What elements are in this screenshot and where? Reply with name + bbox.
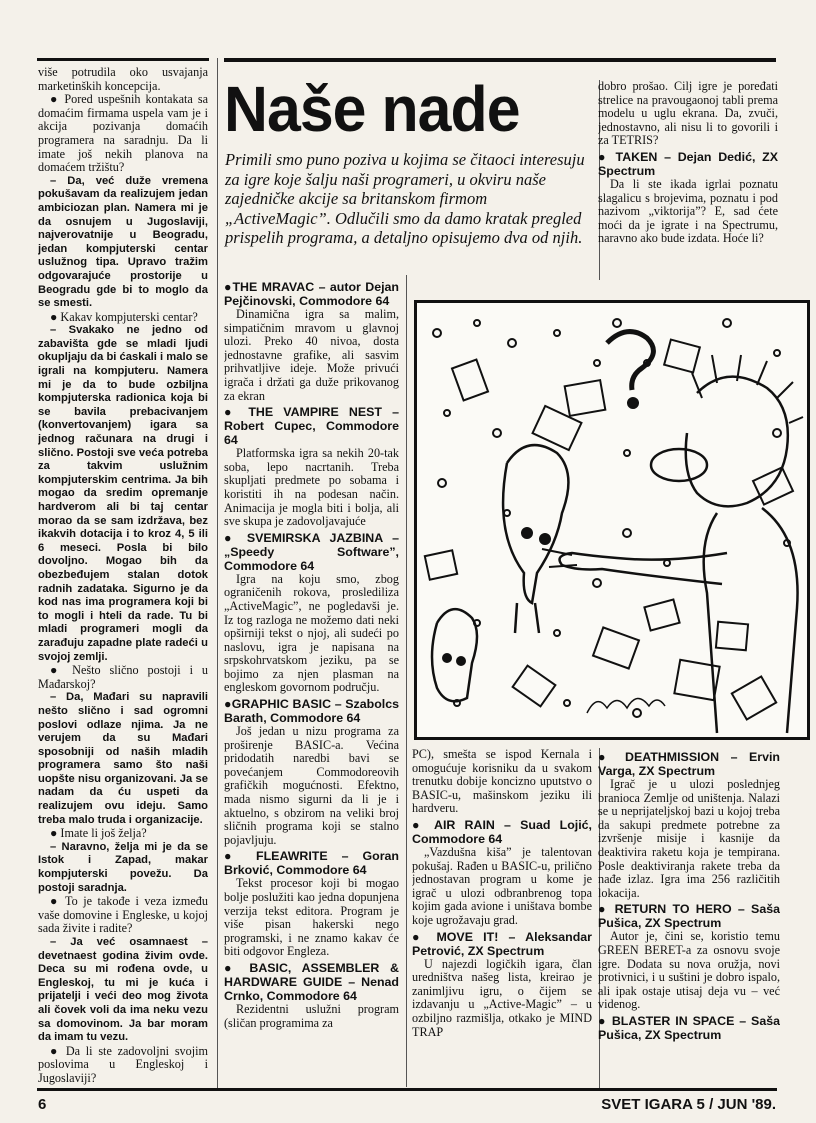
review-body: Još jedan u nizu programa za proširenje BASIC-a. Većina pridodatih naredbi bavi se povećanjem Commodoreovih grafičkih mogućnosti. Efektno, mada nismo sigurni da li je i aktuelno, s obzirom na veliki broj sličnih programa koji se stalno pojavljuju. <box>224 724 399 847</box>
interview-column <box>38 66 208 1086</box>
review-body: Igra na koju smo, zbog ograničenih rokova, proslediliza „ActiveMagic”, ne pogledavši je. Iz tog razloga ne možemo dati neki opširniji tekst o njoj, ali sudeći po naslovu, igra je napisana na srpskohrvatskom jeziku, pa se bojimo za njen plasman na engleskom govornom području. <box>224 571 399 695</box>
review-body: dobro prošao. Cilj igre je poređati strelice na pravougaonoj tabli prema modelu u uglu ekrana. Da, zvuči, jednostavno, ali nisu li to govorili i za TETRIS? <box>598 80 778 148</box>
interview-question: ● Pored uspešnih kontakata sa domaćim firmama uspela vam je i akcija pozivanja domaćih programera na saradnju. Da li imate još nekih planova na domaćem tržištu? <box>38 92 208 175</box>
review-heading: ● BLASTER IN SPACE – Saša Pušica, ZX Spectrum <box>598 1013 780 1042</box>
interview-answer: – Da, već duže vremena pokušavam da realizujem jedan ambiciozan plan. Namera mi je da osnujem u Jugoslaviji, najverovatnije u Beogradu, jedan kompjuterski centar uslužnog tipa. Upravo tražim odgovarajuće prostorije u Beogradu gde bi to moglo da se smesti. <box>38 174 208 310</box>
interview-question: ● To je takođe i veza između vaše domovine i Engleske, u kojoj sada živite i radite? <box>38 894 208 936</box>
bottom-rule <box>37 1088 777 1091</box>
cartoon-drawing <box>417 303 807 737</box>
review-heading: ● SVEMIRSKA JAZBINA – „Speedy Software”, Commodore 64 <box>224 530 399 573</box>
review-heading: ● THE VAMPIRE NEST – Robert Cupec, Commodore 64 <box>224 405 399 448</box>
reviews-column-4-bottom <box>598 748 780 1086</box>
review-heading: ●GRAPHIC BASIC – Szabolcs Barath, Commodore 64 <box>224 697 399 726</box>
interview-question: ● Da li ste zadovoljni svojim poslovima u Engleskoj i Jugoslaviji? <box>38 1043 208 1085</box>
article-lead: Primili smo puno poziva u kojima se čitaoci interesuju za igre koje šalju naši programeri, u okviru naše zajedničke akcije sa britanskom firmom „ActiveMagic”. Odlučili smo da damo kratak pregled prispelih programa, a detaljno opisujemo dva od njih. <box>225 150 585 248</box>
interview-answer: – Svakako ne jedno od zabavišta gde se mladi ljudi okupljaju da bi ćaskali i malo se igrali na kompjuteru. Namera mi je da to bude ozbiljna kompjuterska radionica koja bi se bavila prebacivanjem (konvertovanjem) igara sa jednog računara na drugi i slično. Postoji sve veća potreba za takvim uslužnim kompjuterskim centrima. Ja bih mogao da sredim opremanje hardverom ali bi taj centar moraо da se sam izdržava, bez ikakvih dotacija i to kroz 4, 5 ili 6 meseci. Posla bi bilo dovoljno. Mogao bih da obezbeđujem stalan dotok radnih zadataka. Sigurno je da kod nas ima programera koji bi to mogli i hteli da rade. Tu bi mladi programeri mogli da zarađuju zapadne plate radeći u svojoj zemlji. <box>38 324 208 663</box>
cartoon-illustration <box>414 300 810 740</box>
review-heading: ● FLEAWRITE – Goran Brković, Commodore 64 <box>224 849 399 878</box>
top-rule-right <box>224 58 776 62</box>
page-number: 6 <box>38 1096 47 1113</box>
article-title: Naše nade <box>224 73 520 145</box>
column-divider <box>406 275 407 1087</box>
review-body: Rezidentni uslužni program (sličan programima za <box>224 1001 399 1030</box>
review-heading: ●THE MRAVAC – autor Dejan Pejčinovski, Commodore 64 <box>224 280 399 308</box>
interview-question: ● Kakav kompjuterski centar? <box>50 309 198 324</box>
review-heading: ● DEATHMISSION – Ervin Varga, ZX Spectrum <box>598 750 780 778</box>
review-body: Platformska igra sa nekih 20-tak soba, lepo nacrtanih. Treba skupljati predmete po sobama i koristiti ih na podesan način. Animacija je mogla biti i bolja, ali sve skupa je zadovoljavajuće <box>224 446 399 529</box>
interview-question: ● Nešto slično postoji i u Mađarskoj? <box>38 663 208 691</box>
review-body: Da li ste ikada igrlai poznatu slagalicu s brojevima, poznatu i pod nazivom „viktorija”? E, sad ćete moći da je igrate i na Spectrumu, naravno ako bude izdata. Hoće li? <box>598 176 778 246</box>
interview-answer: – Ja već osamnaest – devetnaest godina živim ovde. Deca su mi rođena ovde, u Engleskoj, tu mi je kuća i prijatelji i veći deo mog života ali čovek voli da ima neku vezu sa domovinom. Ja bar moram da imam tu vezu. <box>38 936 208 1044</box>
review-heading: ● MOVE IT! – Aleksandar Petrović, ZX Spectrum <box>412 929 592 958</box>
review-body: Dinamična igra sa malim, simpatičnim mravom u glavnoj ulozi. Preko 40 nivoa, dosta jednostavne grafike, ali sasvim prihvatljive ideje. Može privući igrača i držati ga duže prikovanog za ekran <box>224 307 399 403</box>
interview-paragraph: više potrudila oko usvajanja marketinških koncepcija. <box>38 66 208 93</box>
interview-question: ● Imate li još želja? <box>50 826 147 841</box>
interview-answer: – Naravno, želja mi je da se Istok i Zapad, makar kompjuterski povežu. Da postoji saradnja. <box>38 840 208 894</box>
review-body: U najezdi logičkih igara, član uredništva našeg lista, kreirao je zanimljivu igru, o čijem se izdavanju u „Active-Magic” – u ozbiljno razmišlja, otkako je MIND TRAP <box>412 956 592 1039</box>
reviews-column-4-top <box>598 80 778 285</box>
review-body: Igrač je u ulozi poslednjeg branioca Zemlje od uništenja. Nalazi se u neprijateljskoj bazi u kojoj treba da sakupi predmete potrebne za izvršenje misije i kasnije da deaktivira raketu koja je tempirana. Posle deaktiviranja rakete treba da nađe izlaz. Igra ima 256 različitih lokacija. <box>598 777 780 900</box>
review-heading: ● BASIC, ASSEMBLER & HARDWARE GUIDE – Nenad Crnko, Commodore 64 <box>224 960 399 1003</box>
reviews-column-2 <box>224 278 399 1086</box>
review-body: Tekst procesor koji bi mogao bolje poslužiti kao jedna dopunjena verzija tekst editora. Program je više pisan hakerski nego programski, i ne znamo kakav će biti odgovor Engleza. <box>224 876 399 959</box>
review-heading: ● TAKEN – Dejan Dedić, ZX Spectrum <box>598 149 778 178</box>
review-heading: ● AIR RAIN – Suad Lojić, Commodore 64 <box>412 817 592 846</box>
reviews-column-3 <box>412 748 592 1086</box>
interview-answer: – Da, Mađari su napravili nešto slično i sad ogromni poslovi odlaze njima. Ja ne verujem da su Mađari sposobniji od naših mladih programera samo što naši uopšte nisu organizovani. Ja se nadam da ću uspeti da realizujem ovu ideju. Samo treba malo truda i organizacije. <box>38 691 208 826</box>
review-heading: ● RETURN TO HERO – Saša Pušica, ZX Spectrum <box>598 902 780 931</box>
column-divider <box>217 58 218 1088</box>
review-body: „Vazdušna kiša” je talentovan pokušaj. Rađen u BASIC-u, prilično jednostavan program u kome je igrač u ulozi odbranbrenog topa kojim gada avione i uništava bombe koje ugrožavaju grad. <box>412 844 592 927</box>
review-body: PC), smešta se ispod Kernala i omogućuje korisniku da u svakom trenutku dobije koncizno uputstvo o BASIC-u, mašinskom jeziku ili hardveru. <box>412 748 592 816</box>
issue-label: SVET IGARA 5 / JUN '89. <box>601 1096 776 1113</box>
top-rule-left <box>37 58 209 61</box>
review-body: Autor je, čini se, koristio temu GREEN BERET-a za osnovu svoje igre. Dodata su nova oružja, novi protivnici, i u suštini je dobro ispalo, ali ipak ostaje utisaj deja vu – već videnog. <box>598 929 780 1012</box>
